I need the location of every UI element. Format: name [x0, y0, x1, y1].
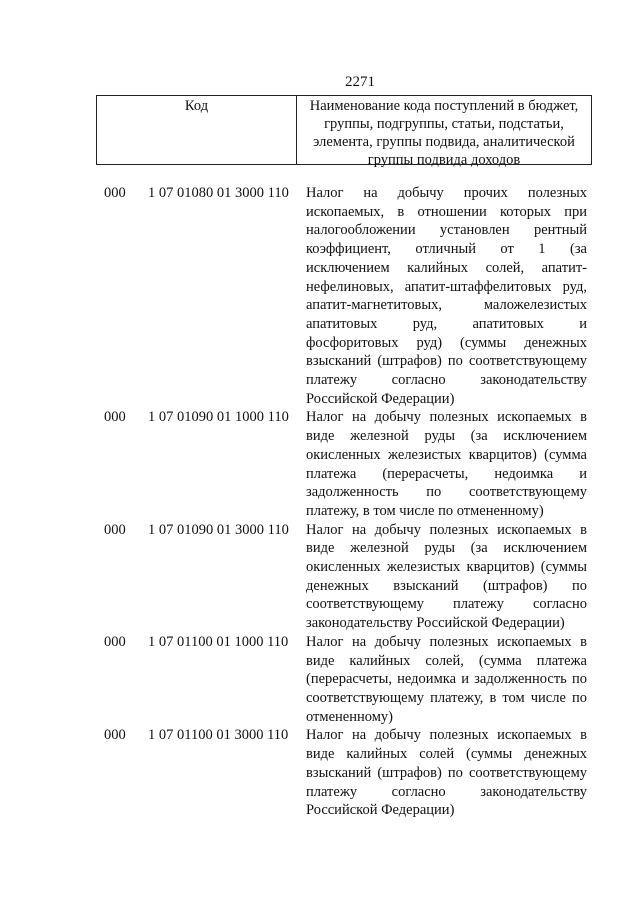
table-row	[0, 521, 640, 633]
revenue-name: Налог на добычу прочих полезных ископаемых, в отношении которых при налогообложении установлен рентный коэффициент, отличный от 1 (за исключением калийных солей, апатит-нефелиновых, апатит-штаффелитовых руд, апатит-магнетитовых, маложелезистых апатитовых руд, апатитовых и фосфоритовых руд) (суммы денежных взысканий (штрафов) по соответствующему платежу согласно законодательству Российской Федерации)	[306, 185, 587, 407]
admin-code: 000	[104, 521, 126, 538]
admin-code: 000	[104, 409, 126, 426]
revenue-code: 1 07 01100 01 1000 110	[148, 633, 289, 650]
table-row	[0, 408, 640, 520]
table-row	[0, 633, 640, 727]
revenue-name: Налог на добычу полезных ископаемых в виде железной руды (за исключением окисленных железистых кварцитов) (сумма платежа (перерасчеты, недоимка и задолженность по соответствующему платежу, в том числе по отмененному)	[306, 409, 587, 519]
revenue-name: Налог на добычу полезных ископаемых в виде железной руды (за исключением окисленных железистых кварцитов) (суммы денежных взысканий (штрафов) по соответствующему платежу согласно законодательству Российской Федерации)	[306, 521, 587, 632]
table-row	[0, 726, 640, 820]
revenue-code: 1 07 01100 01 3000 110	[148, 727, 289, 744]
table-body	[0, 184, 640, 820]
revenue-code: 1 07 01080 01 3000 110	[148, 185, 289, 201]
table-row	[0, 184, 640, 408]
header-name-column: Наименование кода поступлений в бюджет, группы, подгруппы, статьи, подстатьи, элемента, группы подвида, аналитической группы подвида доходов	[309, 98, 579, 168]
admin-code: 000	[104, 185, 126, 201]
table-header	[96, 95, 592, 168]
revenue-name: Налог на добычу полезных ископаемых в виде калийных солей, (сумма платежа (перерасчеты, недоимка и задолженность по соответствующему платежу, в том числе по отмененному)	[306, 633, 587, 725]
admin-code: 000	[104, 727, 126, 744]
revenue-name: Налог на добычу полезных ископаемых в виде калийных солей (суммы денежных взысканий (штрафов) по соответствующему платежу согласно законодательству Российской Федерации)	[306, 727, 587, 819]
revenue-code: 1 07 01090 01 3000 110	[148, 521, 289, 538]
header-code-column: Код	[97, 96, 297, 164]
revenue-code: 1 07 01090 01 1000 110	[148, 409, 289, 426]
admin-code: 000	[104, 633, 126, 650]
page-number: 2271	[345, 74, 375, 90]
